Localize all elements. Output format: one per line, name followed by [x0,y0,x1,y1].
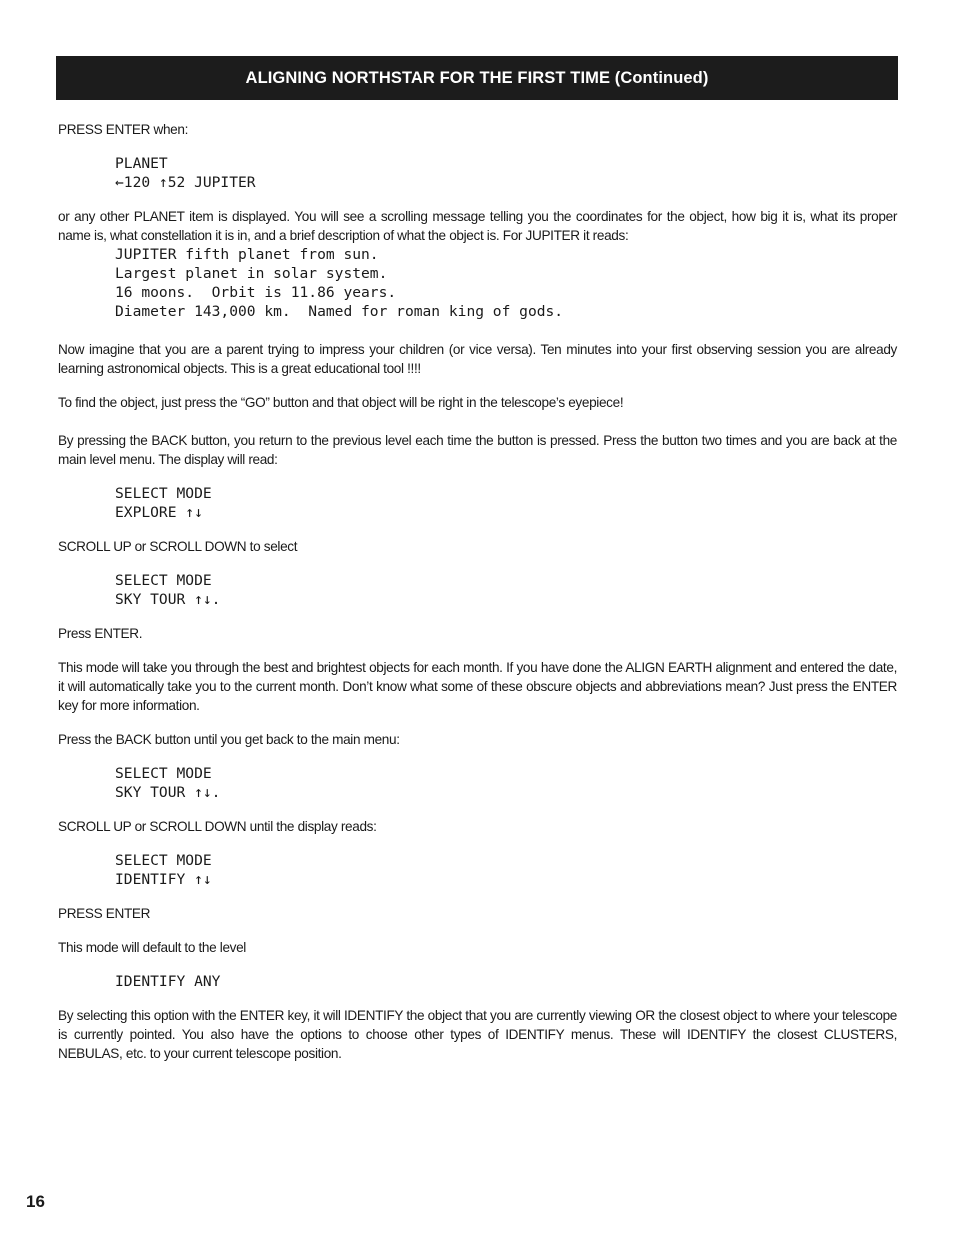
display-line: SKY TOUR ↑↓. [115,784,221,801]
paragraph: Now imagine that you are a parent trying to impress your children (or vice versa). Ten minutes into your first observing session you are already learning astronomical objects. This is a great educational tool !!!! [58,342,897,376]
paragraph: This mode will default to the level [58,940,246,955]
display-readout-identify [58,851,897,889]
display-readout-sky-tour-2 [58,764,897,802]
display-line: PLANET [115,155,168,172]
display-line: Diameter 143,000 km. Named for roman king of gods. [115,303,564,320]
display-readout-identify-any [58,972,897,991]
paragraph: SCROLL UP or SCROLL DOWN to select [58,539,298,554]
display-line: EXPLORE ↑↓ [115,504,203,521]
paragraph: Press ENTER. [58,626,143,641]
section-title: ALIGNING NORTHSTAR FOR THE FIRST TIME (Continued) [245,68,709,87]
paragraph: PRESS ENTER when: [58,122,189,137]
paragraph: By pressing the BACK button, you return to the previous level each time the button is pressed. Press the button two times and you are back at the main level menu. The display will read: [58,433,897,467]
paragraph: This mode will take you through the best and brightest objects for each month. If you have done the ALIGN EARTH alignment and entered the date, it will automatically take you to the current month. Don’t know what some of these obscure objects and abbreviations mean? Just press the ENTER key for more information. [58,660,897,713]
display-line: 16 moons. Orbit is 11.86 years. [115,284,397,301]
display-line: SELECT MODE [115,852,212,869]
display-line: Largest planet in solar system. [115,265,388,282]
display-line: SKY TOUR ↑↓. [115,591,221,608]
display-line: SELECT MODE [115,572,212,589]
display-readout-explore [58,484,897,522]
paragraph: By selecting this option with the ENTER key, it will IDENTIFY the object that you are currently viewing OR the closest object to where your telescope is currently pointed. You also have the options to choose other types of IDENTIFY menus. These will IDENTIFY the closest CLUSTERS, NEBULAS, etc. to your current telescope position. [58,1008,897,1061]
display-readout-planet [58,154,897,192]
display-line: SELECT MODE [115,765,212,782]
paragraph: PRESS ENTER [58,906,151,921]
section-header [56,56,898,100]
paragraph: Press the BACK button until you get back to the main menu: [58,732,400,747]
display-line: IDENTIFY ↑↓ [115,871,212,888]
display-readout-sky-tour [58,571,897,609]
paragraph: or any other PLANET item is displayed. You will see a scrolling message telling you the coordinates for the object, how big it is, what its proper name is, what constellation it is in, and a brief description of what the object is. For JUPITER it reads: [58,209,897,243]
display-line: IDENTIFY ANY [115,973,221,990]
paragraph: SCROLL UP or SCROLL DOWN until the display reads: [58,819,377,834]
display-readout-jupiter [58,245,897,321]
paragraph: To find the object, just press the “GO” button and that object will be right in the telescope’s eyepiece! [58,395,624,410]
display-line: JUPITER fifth planet from sun. [115,246,379,263]
page-number: 16 [26,1192,45,1211]
page-body [58,120,897,1063]
display-line: ←120 ↑52 JUPITER [115,174,256,191]
display-line: SELECT MODE [115,485,212,502]
